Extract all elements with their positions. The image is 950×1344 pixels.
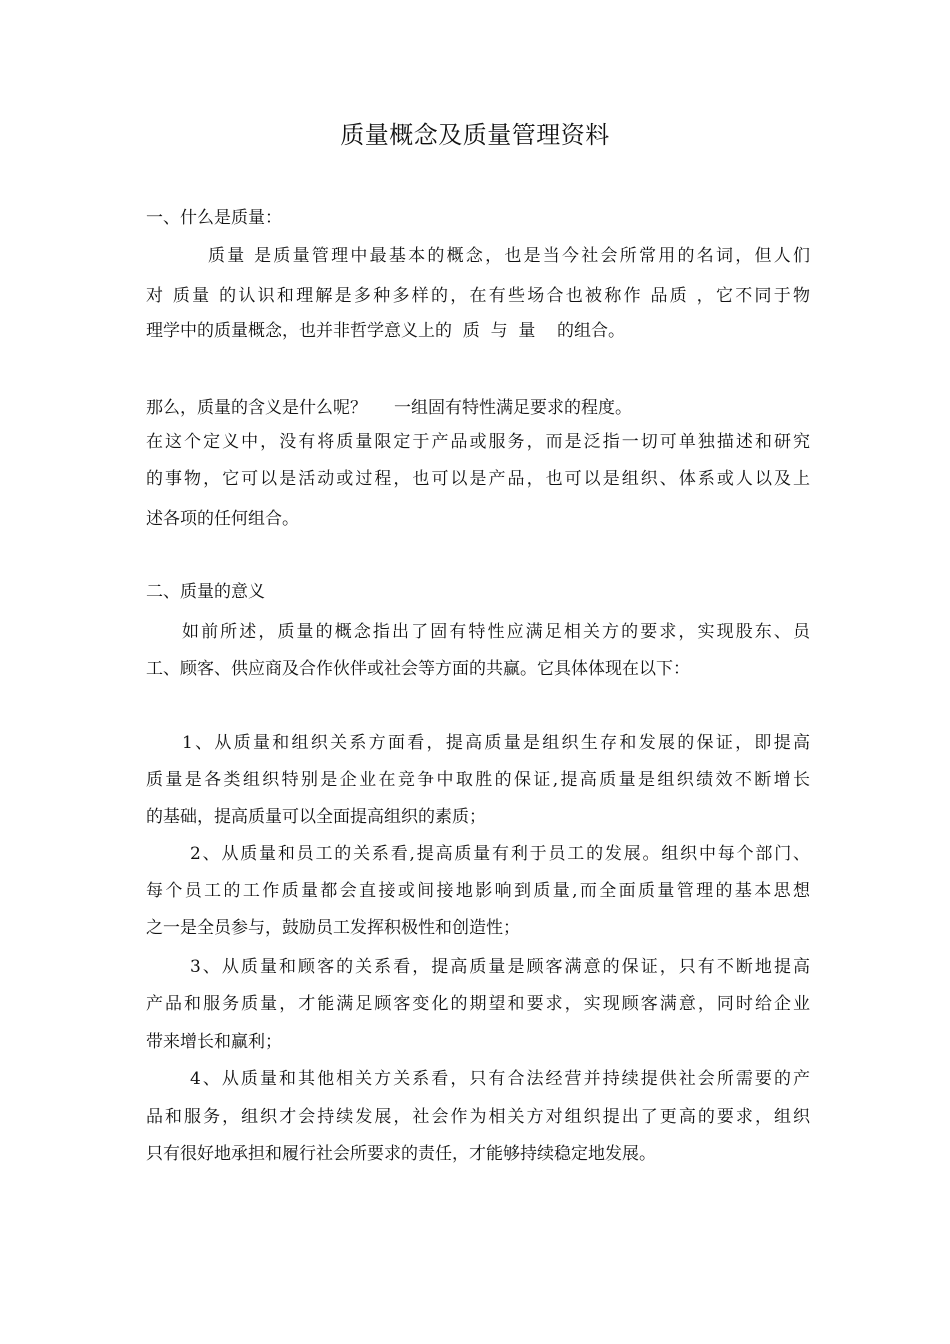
section-heading: 一、什么是质量： (146, 208, 282, 228)
list-item-line: 品和服务，组织才会持续发展，社会作为相关方对组织提出了更高的要求，组织 (146, 1107, 810, 1127)
document-title: 质量概念及质量管理资料 (340, 121, 610, 149)
list-item-line: 之一是全员参与，鼓励员工发挥积极性和创造性； (146, 918, 520, 938)
paragraph-line: 如前所述，质量的概念指出了固有特性应满足相关方的要求，实现股东、员 (182, 622, 810, 642)
paragraph-line: 对 质量 的认识和理解是多种多样的，在有些场合也被称作 品质 ，它不同于物 (146, 286, 810, 306)
list-item-line: 只有很好地承担和履行社会所要求的责任，才能够持续稳定地发展。 (146, 1144, 656, 1164)
list-item-line: 质量是各类组织特别是企业在竞争中取胜的保证,提高质量是组织绩效不断增长 (146, 770, 810, 790)
list-item-line: 的基础，提高质量可以全面提高组织的素质； (146, 807, 486, 827)
section-heading: 二、质量的意义 (146, 582, 265, 602)
list-item-line: 3、从质量和顾客的关系看，提高质量是顾客满意的保证，只有不断地提高 (190, 957, 810, 977)
list-item-line: 2、从质量和员工的关系看,提高质量有利于员工的发展。组织中每个部门、 (190, 844, 810, 864)
list-item-line: 每个员工的工作质量都会直接或间接地影响到质量,而全面质量管理的基本思想 (146, 881, 810, 901)
list-item-line: 1、从质量和组织关系方面看，提高质量是组织生存和发展的保证，即提高 (182, 733, 810, 753)
paragraph-line: 质量 是质量管理中最基本的概念，也是当今社会所常用的名词，但人们 (208, 246, 810, 266)
paragraph-line: 理学中的质量概念，也并非哲学意义上的 质 与 量 的组合。 (146, 321, 626, 341)
paragraph-line: 的事物，它可以是活动或过程，也可以是产品，也可以是组织、体系或人以及上 (146, 469, 810, 489)
paragraph-line: 述各项的任何组合。 (146, 509, 299, 529)
paragraph-line: 在这个定义中，没有将质量限定于产品或服务，而是泛指一切可单独描述和研究 (146, 432, 810, 452)
list-item-line: 带来增长和赢利； (146, 1032, 282, 1052)
list-item-line: 4、从质量和其他相关方关系看，只有合法经营并持续提供社会所需要的产 (190, 1069, 810, 1089)
list-item-line: 产品和服务质量，才能满足顾客变化的期望和要求，实现顾客满意，同时给企业 (146, 994, 810, 1014)
paragraph-line: 工、顾客、供应商及合作伙伴或社会等方面的共赢。它具体体现在以下： (146, 659, 690, 679)
question-line: 那么，质量的含义是什么呢？ 一组固有特性满足要求的程度。 (146, 398, 633, 418)
